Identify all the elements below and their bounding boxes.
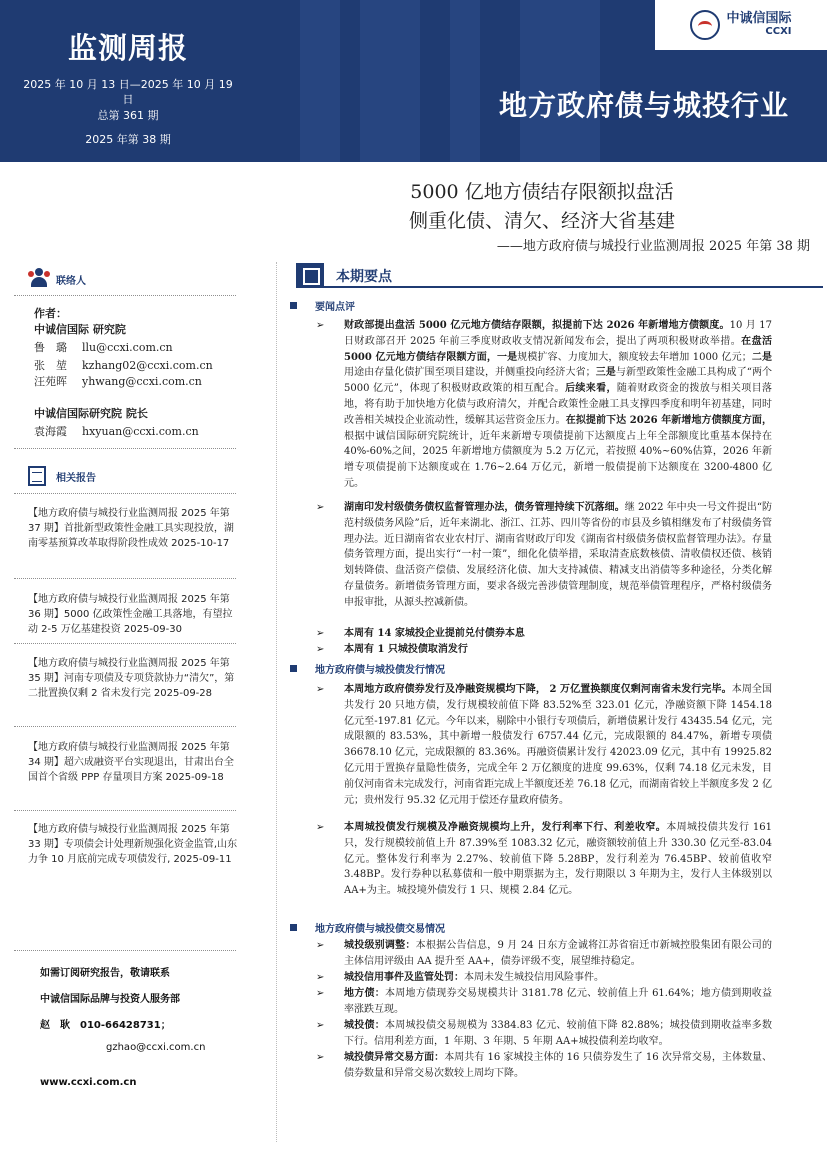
divider xyxy=(14,810,236,811)
contacts-heading xyxy=(28,268,86,290)
subsection-trading: 地方政府债与城投债交易情况 xyxy=(290,920,445,935)
related-report[interactable]: 【地方政府债与城投行业监测周报 2025 年第 33 期】专项债会计处理新规强化资金监管,山东力争 10 月底前完成专项债发行, 2025-09-11 xyxy=(28,824,238,865)
dean-title: 中诚信国际研究院 院长 xyxy=(34,407,148,420)
bullet-item: ➢ 湖南印发村级债务债权监督管理办法，债务管理持续下沉落细。继 2022 年中央一号文件提出“防范村级债务风险”后，近年来湖北、浙江、江苏、四川等省份的市县及乡镇相继发布了村级债务管理办法。近日湖南省农业农村厅、湖南省财政厅印发《湖南省村级债务债权监督管理办法》。存量债务管理方面，提出实行“一村一策”，细化化债举措，采取清查底数核债、清收债权还债、核销划转降债、盘活资产偿债、发展经济化债、加大支持减债、精减支出消债等多种途径，分类化解存量债务。新增债务管理方面，要求各级完善涉债管理制度，规范举债管理程序，严格村级债务申报审批，从源头控减新债。 xyxy=(316,502,773,608)
bullet-item: ➢ 本周地方政府债券发行及净融资规模均下降， 2 万亿置换额度仅剩河南省未发行完毕。本周全国共发行 20 只地方债，发行规模较前值下降 83.52%至 323.01 亿元，净融资额下降 1454.18 亿元至-197.81 亿元。今年以来，剔除中小银行专项债后，新增债累计发行 43435.54 亿元，完成限额的 83.53%，其中新增一般债发行 6757.44 亿元，完成限额的 84.47%，新增专项债 36678.10 亿元，完成限额的 83.36%。再融资债累计发行 42023.09 亿元，其中有 19925.82 亿元用于置换存量隐性债务，完成全年 2 万亿额度的进度 99.63%，仅剩 74.18 亿元未发，目前仅河南省未完成发行，河南省距完成上半额度还差 76.18 亿元，而湖南省较上半额度多发 2 亿元；贵州发行 95.32 亿元用于偿还存量政府债务。 xyxy=(316,684,773,806)
logo-en: CCXI xyxy=(765,26,792,37)
arrow-icon: ➢ xyxy=(316,1052,325,1063)
bullet-item: ➢ 本周城投债发行规模及净融资规模均上升，发行利率下行、利差收窄。本周城投债共发行 161 只，发行规模较前值上升 87.39%至 1083.32 亿元，融资额较前值上升 330.30 亿元至-83.04 亿元。整体发行利率为 2.27%、较前值下降 5.28BP，发行利差为 76.45BP、较前值收窄 3.48BP。发行券种以私募债和一般中期票据为主，发行期限以 3 年期为主，发行人主体级别以 AA+为主。城投境外债发行 1 只、规模 2.84 亿元。 xyxy=(316,822,773,897)
author-1: 鲁 璐 llu@ccxi.com.cn xyxy=(34,341,173,354)
divider xyxy=(14,950,236,951)
bullet-item: ➢ 本周有 1 只城投债取消发行 xyxy=(316,642,772,658)
author-org: 中诚信国际 研究院 xyxy=(34,323,126,336)
headline xyxy=(262,178,822,254)
headline-subtitle: ——地方政府债与城投行业监测周报 2025 年第 38 期 xyxy=(496,239,810,254)
dean: 袁海霞 hxyuan@ccxi.com.cn xyxy=(34,425,199,438)
bullet-item: ➢ 地方债：本周地方债现券交易规模共计 3181.78 亿元、较前值上升 61.64%；地方债到期收益率涨跌互现。 xyxy=(316,988,772,1015)
website-link[interactable]: www.ccxi.com.cn xyxy=(40,1077,137,1088)
arrow-icon: ➢ xyxy=(316,320,325,331)
divider xyxy=(14,578,236,579)
related-report[interactable]: 【地方政府债与城投行业监测周报 2025 年第 37 期】首批新型政策性金融工具实现投放，湖南零基预算改革取得阶段性成效 2025-10-17 xyxy=(28,508,234,549)
contact-email[interactable]: gzhao@ccxi.com.cn xyxy=(106,1042,206,1053)
headline-line1: 5000 亿地方债结存限额拟盘活 xyxy=(410,181,674,203)
category-title: 地方政府债与城投行业 xyxy=(498,89,789,122)
bullet-item: ➢ 城投债异常交易方面：本周共有 16 家城投主体的 16 只债券发生了 16 次异常交易，主体数量、债券数量和异常交易次数较上周均下降。 xyxy=(316,1052,773,1079)
divider xyxy=(14,448,236,449)
author-3: 汪苑晖 yhwang@ccxi.com.cn xyxy=(34,375,202,388)
section-icon xyxy=(296,263,324,287)
ccxi-logo-icon xyxy=(690,10,720,40)
bullet-item: ➢ 本周有 14 家城投企业提前兑付债券本息 xyxy=(316,626,772,642)
arrow-icon: ➢ xyxy=(316,822,325,833)
headline-line2: 侧重化债、清欠、经济大省基建 xyxy=(408,210,675,232)
arrow-icon: ➢ xyxy=(316,988,325,999)
divider xyxy=(14,493,236,494)
section-title: 本期要点 xyxy=(336,269,392,285)
document-icon xyxy=(28,466,46,486)
arrow-icon: ➢ xyxy=(316,684,325,695)
related-report[interactable]: 【地方政府债与城投行业监测周报 2025 年第 35 期】河南专项债及专项贷款协力“清欠”，第二批置换仅剩 2 省未发行完 2025-09-28 xyxy=(28,658,235,699)
authors-label: 作者： xyxy=(34,307,67,320)
related-label: 相关报告 xyxy=(56,472,96,484)
divider xyxy=(14,726,236,727)
arrow-icon: ➢ xyxy=(316,628,325,639)
arrow-icon: ➢ xyxy=(316,644,325,655)
arrow-icon: ➢ xyxy=(316,502,325,513)
bullet-item: ➢ 城投级别调整：本根据公告信息，9 月 24 日东方金诚将江苏省宿迁市新城控股集团有限公司的主体信用评级由 AA 提升至 AA+，债券评级不变，展望维持稳定。 xyxy=(316,940,773,967)
logo-cn: 中诚信国际 xyxy=(726,11,792,26)
divider xyxy=(14,295,236,296)
author-2: 张 堃 kzhang02@ccxi.com.cn xyxy=(34,359,213,372)
issue-year: 2025 年第 38 期 xyxy=(85,133,171,146)
contact-person: 赵 耿 010-66428731； xyxy=(40,1020,171,1031)
subsection-news: 要闻点评 xyxy=(290,298,355,313)
bullet-item: ➢ 城投债：本周城投债交易规模为 3384.83 亿元、较前值下降 82.88%；城投债到期收益率多数下行。信用利差方面，1 年期、3 年期、5 年期 AA+城投债利差均收窄。 xyxy=(316,1020,772,1047)
column-divider xyxy=(276,262,277,1142)
section-header xyxy=(296,263,823,288)
bullet-item: ➢ 城投信用事件及监管处罚：本周未发生城投信用风险事件。 xyxy=(316,970,772,986)
related-report[interactable]: 【地方政府债与城投行业监测周报 2025 年第 34 期】超六成融资平台实现退出，甘肃出台全国首个省级 PPP 存量项目方案 2025-09-18 xyxy=(28,742,234,783)
contacts-label: 联络人 xyxy=(56,275,86,287)
ccxi-logo xyxy=(655,0,827,50)
report-header xyxy=(0,0,827,162)
subscribe-note: 如需订阅研究报告，敬请联系 xyxy=(40,968,170,979)
date-range: 2025 年 10 月 13 日—2025 年 10 月 19 日 xyxy=(23,78,233,106)
bullet-item: ➢ 财政部提出盘活 5000 亿元地方债结存限额，拟提前下达 2026 年新增地方债额度。10 月 17 日财政部召开 2025 年前三季度财政收支情况新闻发布会，提出了两项积极财政举措。在盘活 5000 亿元地方债结存限额方面，一是规模扩容、力度加大，额度较去年增加 1000 亿元；二是用途由存量化债扩围至项目建设，并侧重投向经济大省；三是与新型政策性金融工具构成了“两个 5000 亿元”，体现了积极财政政策的相互配合。后续来看，随着财政资金的拨放与相关项目落地，将有助于加快地方化债与政府清欠，并配合政策性金融工具支撑四季度和明年初基建，同时改善相关城投企业流动性，缓解其运营资金压力。在拟提前下达 2026 年新增地方债额度方面，根据中诚信国际研究院统计，近年来新增专项债提前下达额度占上年全部额度比重基本保持在 40%-60%之间，2025 年新增地方债额度为 5.2 万亿元，若按照 40%~60%估算，2026 年新增专项债提前下达额度或在 1.76~2.64 万亿元，新增一般债提前下达额度在 3200-4800 亿元。 xyxy=(316,320,773,489)
brand-dept: 中诚信国际品牌与投资人服务部 xyxy=(40,994,180,1005)
people-icon xyxy=(28,268,50,290)
related-heading xyxy=(28,466,96,486)
related-report[interactable]: 【地方政府债与城投行业监测周报 2025 年第 36 期】5000 亿政策性金融工具落地，有望拉动 2-5 万亿基建投资 2025-09-30 xyxy=(28,594,233,635)
arrow-icon: ➢ xyxy=(316,940,325,951)
report-title: 监测周报 xyxy=(67,31,188,65)
arrow-icon: ➢ xyxy=(316,1020,325,1031)
arrow-icon: ➢ xyxy=(316,972,325,983)
subsection-issuance: 地方政府债与城投债发行情况 xyxy=(290,661,445,676)
divider xyxy=(14,643,236,644)
issue-total: 总第 361 期 xyxy=(97,109,159,122)
